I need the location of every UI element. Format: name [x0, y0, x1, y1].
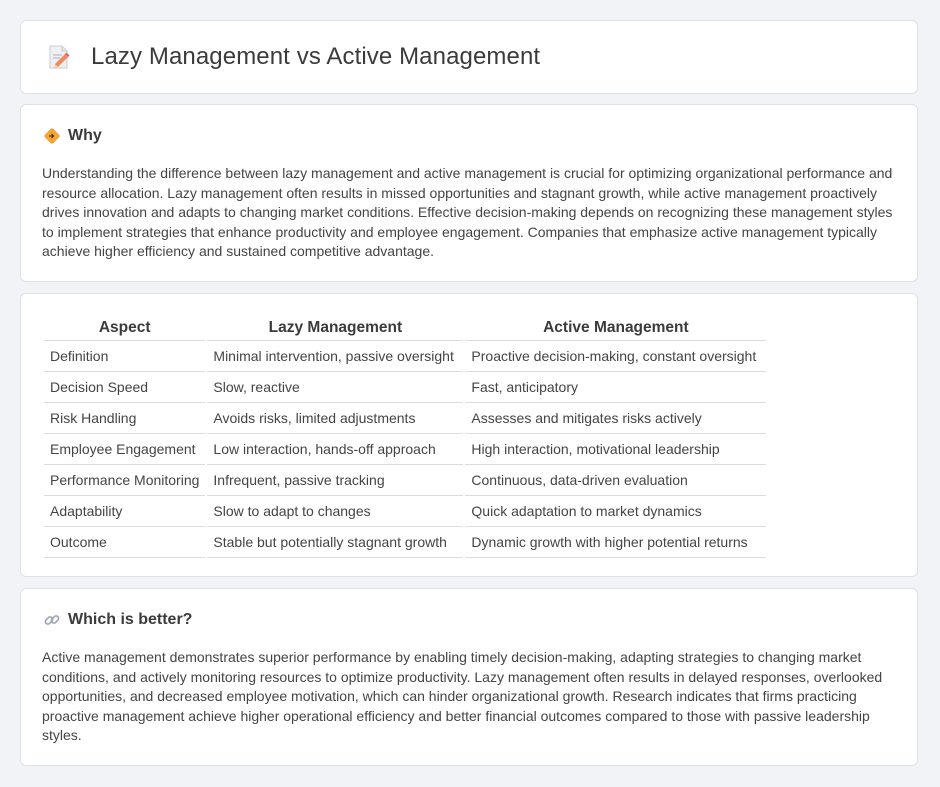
title-card: [20, 20, 918, 94]
why-card: [20, 104, 918, 282]
why-body: Understanding the difference between lazy management and active management is crucial for optimizing organizational performance and resource allocation. Lazy management often results in missed opportunities and stagnant growth, while active management proactively drives innovation and adapts to changing market conditions. Effective decision-making depends on recognizing these management styles to implement strategies that enhance productivity and employee engagement. Companies that emphasize active management typically achieve higher efficiency and sustained competitive advantage.: [42, 165, 893, 260]
link-icon: [43, 611, 61, 629]
diamond-arrows-icon: [43, 127, 61, 145]
comparison-card: [20, 293, 918, 577]
better-card: [20, 588, 918, 766]
cell-aspect: Decision Speed: [44, 372, 205, 403]
title-row: [47, 43, 540, 71]
cell-aspect: Risk Handling: [44, 403, 205, 434]
cell-active: Fast, anticipatory: [465, 372, 766, 403]
cell-lazy: Avoids risks, limited adjustments: [207, 403, 463, 434]
cell-active: Dynamic growth with higher potential returns: [465, 527, 766, 558]
cell-aspect: Employee Engagement: [44, 434, 205, 465]
table-row: [44, 496, 766, 527]
cell-lazy: Slow to adapt to changes: [207, 496, 463, 527]
cell-active: High interaction, motivational leadership: [465, 434, 766, 465]
header-aspect: Aspect: [44, 314, 205, 341]
cell-aspect: Definition: [44, 341, 205, 372]
cell-aspect: Adaptability: [44, 496, 205, 527]
cell-active: Proactive decision-making, constant oversight: [465, 341, 766, 372]
cell-lazy: Low interaction, hands-off approach: [207, 434, 463, 465]
cell-active: Continuous, data-driven evaluation: [465, 465, 766, 496]
comparison-table: [42, 314, 768, 558]
cell-lazy: Infrequent, passive tracking: [207, 465, 463, 496]
header-lazy: Lazy Management: [207, 314, 463, 341]
cell-active: Quick adaptation to market dynamics: [465, 496, 766, 527]
why-title: Why: [68, 127, 102, 144]
table-row: [44, 403, 766, 434]
cell-active: Assesses and mitigates risks actively: [465, 403, 766, 434]
cell-lazy: Minimal intervention, passive oversight: [207, 341, 463, 372]
header-active: Active Management: [465, 314, 766, 341]
table-row: [44, 465, 766, 496]
table-row: [44, 527, 766, 558]
cell-lazy: Stable but potentially stagnant growth: [207, 527, 463, 558]
cell-aspect: Outcome: [44, 527, 205, 558]
why-header: [43, 127, 102, 145]
better-body: Active management demonstrates superior performance by enabling timely decision-making, adapting strategies to changing market conditions, and actively monitoring resources to optimize productivity. Lazy management often results in delayed responses, overlooked opportunities, and decreased employee motivation, which can hinder organizational growth. Research indicates that firms practicing proactive management achieve higher operational efficiency and better financial outcomes compared to those with passive leadership styles.: [42, 649, 883, 744]
document-pencil-icon: [47, 44, 71, 70]
table-row: [44, 434, 766, 465]
table-row: [44, 341, 766, 372]
page-title: Lazy Management vs Active Management: [91, 43, 541, 70]
table-header-row: [44, 314, 766, 341]
cell-aspect: Performance Monitoring: [44, 465, 205, 496]
better-title: Which is better?: [68, 611, 193, 628]
table-row: [44, 372, 766, 403]
cell-lazy: Slow, reactive: [207, 372, 463, 403]
better-header: [43, 611, 192, 629]
